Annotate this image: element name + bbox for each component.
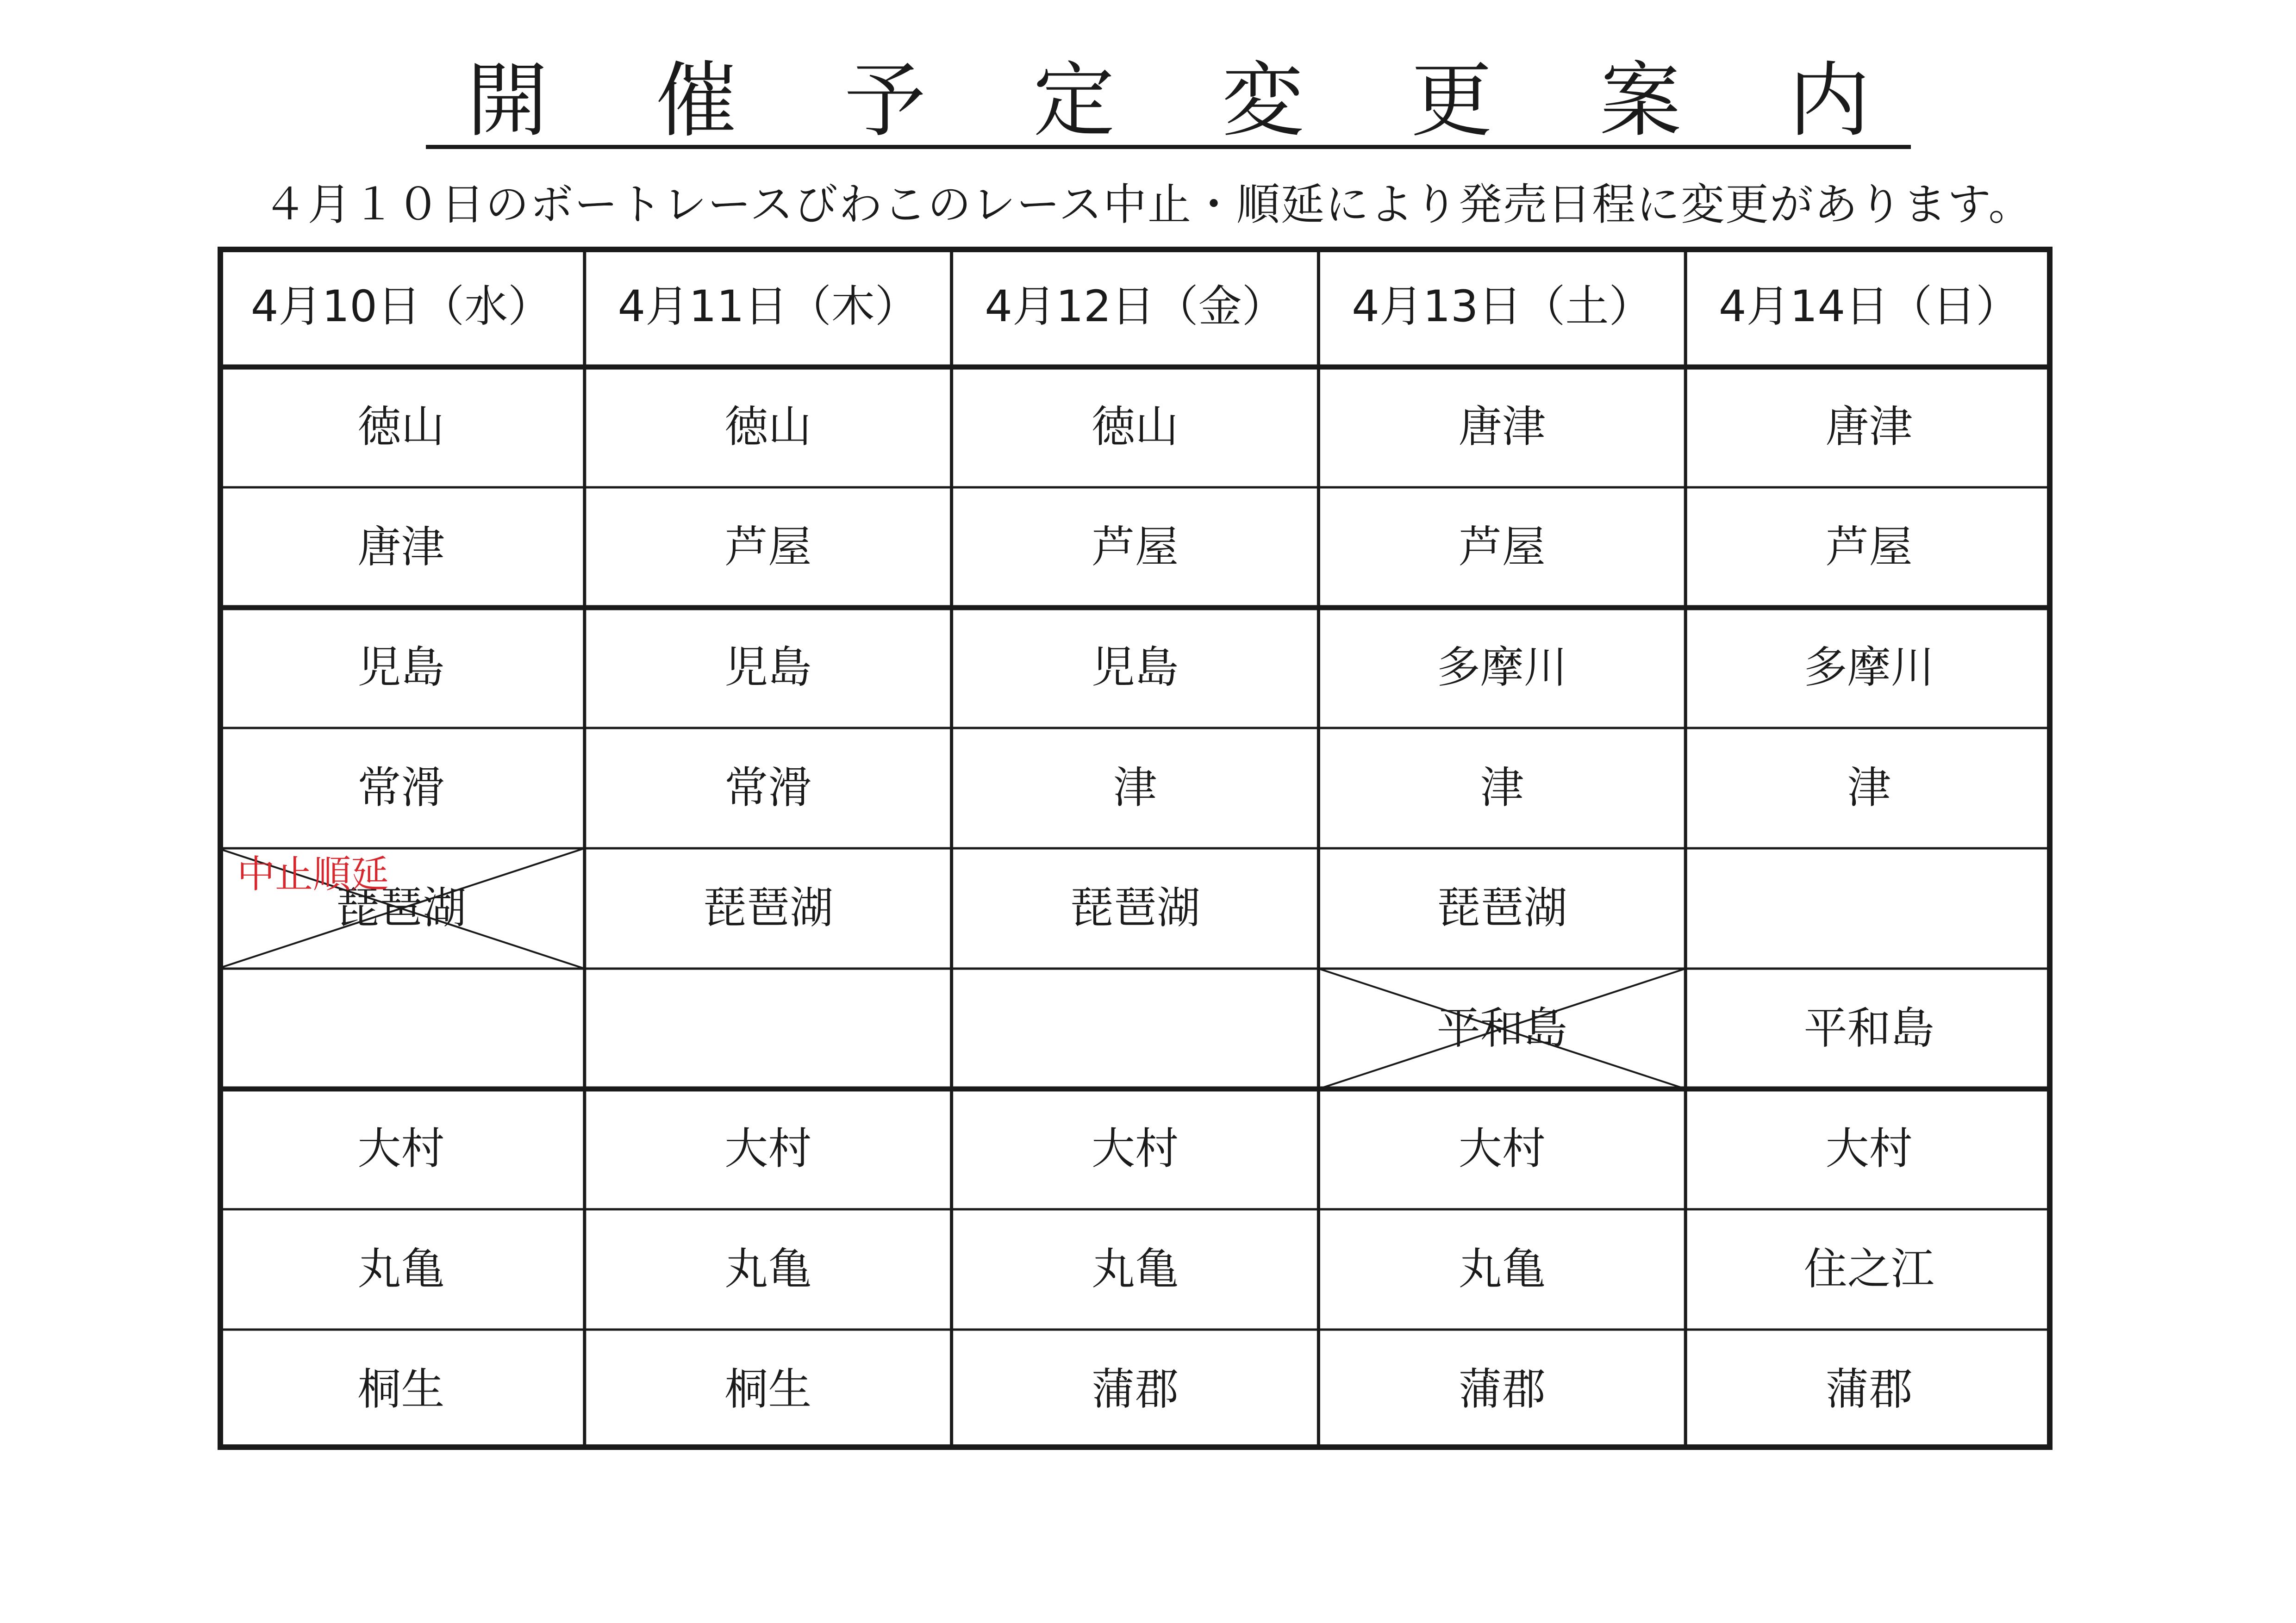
change-notice: ４月１０日のボートレースびわこのレース中止・順延により発売日程に変更があります。 <box>263 180 2033 230</box>
date-header: 4月10日（水） <box>250 281 552 332</box>
venue-cell: 琵琶湖 <box>1069 883 1200 933</box>
venue-cell: 多摩川 <box>1803 642 1934 693</box>
venue-cell: 芦屋 <box>1091 522 1179 572</box>
venue-cell: 大村 <box>1091 1124 1179 1174</box>
venue-cell: 常滑 <box>357 763 445 813</box>
venue-cell: 徳山 <box>724 402 812 452</box>
venue-cell: 児島 <box>724 642 812 693</box>
venue-cell: 児島 <box>357 642 445 693</box>
date-header: 4月11日（木） <box>618 281 918 332</box>
venue-cell: 唐津 <box>1825 402 1913 452</box>
venue-cell: 大村 <box>357 1124 445 1174</box>
venue-cell: 唐津 <box>357 522 445 572</box>
venue-cell: 芦屋 <box>1825 522 1913 572</box>
venue-cell: 平和島 <box>1436 1003 1567 1054</box>
venue-cell: 津 <box>1113 763 1157 813</box>
venue-cell <box>952 969 1319 1089</box>
venue-cell: 児島 <box>1091 642 1179 693</box>
venue-cell: 平和島 <box>1803 1003 1934 1054</box>
venue-cell: 唐津 <box>1458 402 1546 452</box>
date-header: 4月13日（土） <box>1352 281 1653 332</box>
venue-cell <box>218 969 585 1089</box>
schedule-table <box>218 247 2053 1450</box>
venue-cell <box>585 969 952 1089</box>
venue-cell: 琵琶湖 <box>703 883 834 933</box>
date-header: 4月14日（日） <box>1718 281 2020 332</box>
page-title-text: 開 催 予 定 変 更 案 内 <box>426 57 1911 149</box>
venue-cell: 住之江 <box>1803 1244 1934 1294</box>
date-header: 4月12日（金） <box>985 281 1285 332</box>
venue-cell: 徳山 <box>357 402 445 452</box>
venue-cell: 津 <box>1847 763 1891 813</box>
venue-cell: 琵琶湖 <box>1436 883 1567 933</box>
venue-cell: 丸亀 <box>357 1244 445 1294</box>
venue-cell: 大村 <box>1458 1124 1546 1174</box>
venue-cell: 常滑 <box>724 763 812 813</box>
venue-cell: 丸亀 <box>1458 1244 1546 1294</box>
venue-cell: 大村 <box>1825 1124 1913 1174</box>
venue-cell: 津 <box>1480 763 1524 813</box>
venue-cell: 多摩川 <box>1436 642 1567 693</box>
venue-cell: 丸亀 <box>1091 1244 1179 1294</box>
venue-cell: 桐生 <box>357 1364 445 1415</box>
venue-cell: 芦屋 <box>724 522 812 572</box>
venue-cell <box>1685 848 2053 969</box>
venue-cell: 大村 <box>724 1124 812 1174</box>
venue-cell: 丸亀 <box>724 1244 812 1294</box>
venue-cell: 桐生 <box>724 1364 812 1415</box>
venue-cell: 蒲郡 <box>1825 1364 1913 1415</box>
venue-cell: 蒲郡 <box>1458 1364 1546 1415</box>
venue-cell: 芦屋 <box>1458 522 1546 572</box>
postponed-annotation: 中止順延 <box>237 852 389 896</box>
venue-cell: 徳山 <box>1091 402 1179 452</box>
venue-cell: 琵琶湖 <box>336 883 467 933</box>
venue-cell: 蒲郡 <box>1091 1364 1179 1415</box>
page-title <box>0 55 2296 149</box>
